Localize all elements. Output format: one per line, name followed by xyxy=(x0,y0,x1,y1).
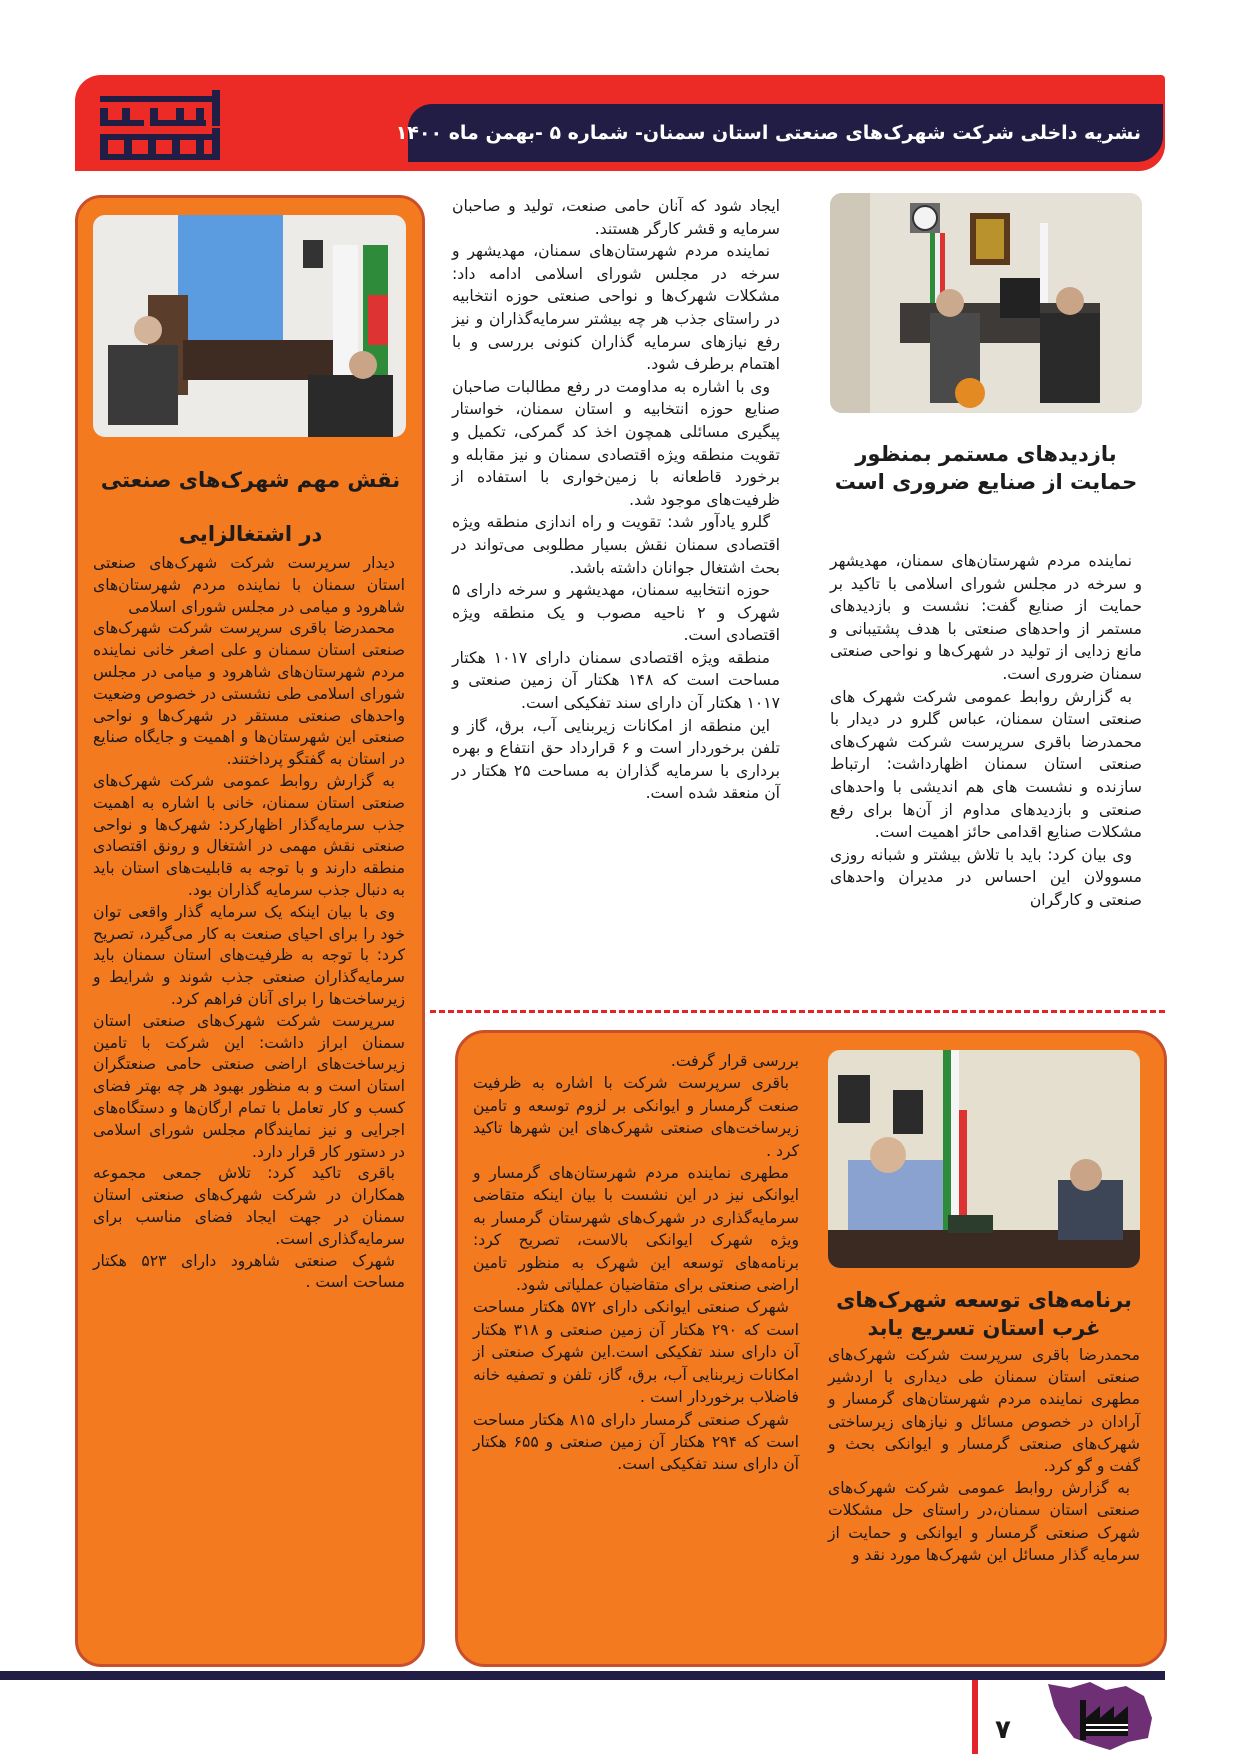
paragraph: باقری سرپرست شرکت با اشاره به ظرفیت صنعت گرمسار و ایوانکی بر لزوم توسعه و تامین زیرساخت‌های صنعتی شهرک‌های این شهرها تاکید کرد . xyxy=(473,1074,799,1160)
photo-illustration xyxy=(828,1050,1140,1268)
paragraph: شهرک صنعتی شاهرود دارای ۵۲۳ هکتار مساحت است . xyxy=(93,1251,405,1292)
paragraph: به گزارش روابط عمومی شرکت شهرک های صنعتی استان سمنان، عباس گلرو در دیدار با محمدرضا باقری سرپرست شرکت شهرک‌های صنعتی استان سمنان اظهارداشت: ارتباط سازنده و نشست های هم اندیشی با واحدهای صنعتی و بازدیدهای مداوم از آن‌ها برای رفع مشکلات صنایع اقدامی حائز اهمیت است. xyxy=(830,687,1142,842)
paragraph: محمدرضا باقری سرپرست شرکت شهرک‌های صنعتی استان سمنان و علی اصغر خانی نماینده مردم شهرستان‌های شاهرود و میامی در مجلس شورای اسلامی طی نشستی در خصوص وضعیت واحدهای صنعتی مستقر در شهرک‌ها و نواحی صنعتی این شهرستان‌ها و اهمیت و جایگاه صنایع در استان به گفتگو پرداختند. xyxy=(93,619,405,769)
paragraph: شهرک صنعتی گرمسار دارای ۸۱۵ هکتار مساحت است که ۲۹۴ هکتار آن زمین صنعتی و ۶۵۵ هکتار آن دارای سند تفکیکی است. xyxy=(473,1410,799,1474)
article-photo-meeting-shahrood xyxy=(93,215,406,437)
headline-west-parks-development xyxy=(828,1286,1140,1342)
headline-line: غرب استان تسریع یابد xyxy=(867,1316,1101,1340)
paragraph: بررسی قرار گرفت. xyxy=(670,1052,799,1070)
paragraph: این منطقه از امکانات زیربنایی آب، برق، گاز و تلفن برخوردار است و ۶ قرارداد حق انتفاع و بهره برداری با سرمایه گذاران به مساحت ۲۵ هکتار در آن منعقد شده است. xyxy=(452,716,780,803)
headline-line: برنامه‌های توسعه شهرک‌های xyxy=(836,1288,1132,1312)
paragraph: سرپرست شرکت شهرک‌های صنعتی استان سمنان ابراز داشت: این شرکت با تامین زیرساخت‌های اراضی صنعتی حامی صنعتگران استان است و به منظور بهبود هر چه بهتر فضای کسب و کار تعامل با تمام ارگان‌ها و دستگاه‌های اجرایی و نیز نمایندگام مجلس شورای اسلامی در دستور کار قرار دارد. xyxy=(93,1011,405,1161)
paragraph: دیدار سرپرست شرکت شهرک‌های صنعتی استان سمنان با نماینده مردم شهرستان‌های شاهرود و میامی در مجلس شورای اسلامی xyxy=(93,554,405,616)
paragraph: به گزارش روابط عمومی شرکت شهرک‌های صنعتی استان سمنان،در راستای حل مشکلات شهرک صنعتی گرمسار و ایوانکی و حمایت از سرمایه گذار مسائل این شهرک‌ها مورد نقد و xyxy=(828,1479,1140,1564)
newsletter-title-bar xyxy=(395,104,1163,162)
paragraph: باقری تاکید کرد: تلاش جمعی مجموعه همکاران در شرکت شهرک‌های صنعتی استان سمنان در جهت ایجاد فضای مناسب برای سرمایه‌گذاری است. xyxy=(93,1164,405,1248)
article-photo-garmsar-meeting xyxy=(828,1050,1140,1268)
article-right-body xyxy=(830,550,1142,912)
footer-bar xyxy=(0,1671,1165,1680)
article-left-body xyxy=(93,553,405,1294)
paragraph: نماینده مردم شهرستان‌های سمنان، مهدیشهر و سرخه در مجلس شورای اسلامی با تاکید بر حمایت از صنایع گفت: نشست و بازدیدهای مستمر از واحدهای صنعتی با هدف پشتیبانی و مانع زدایی از تولید در شهرک‌ها و نواحی صنعتی سمنان ضروری است. xyxy=(830,552,1142,683)
paragraph: ایجاد شود که آنان حامی صنعت، تولید و صاحبان سرمایه و قشر کارگر هستند. xyxy=(452,197,780,238)
aftab-tosee-logo xyxy=(92,88,232,166)
photo-illustration xyxy=(830,193,1142,413)
paragraph: محمدرضا باقری سرپرست شرکت شهرک‌های صنعتی استان سمنان طی دیداری با اردشیر مطهری نماینده مردم شهرستان‌های گرمسار و آرادان در خصوص مسائل و نیازهای زیرساختی شهرک‌های صنعتی گرمسار و ایوانکی بحث و گفت و گو کرد. xyxy=(828,1346,1140,1476)
article-bottom-box xyxy=(455,1030,1167,1667)
paragraph: منطقه ویژه اقتصادی سمنان دارای ۱۰۱۷ هکتار مساحت است که ۱۴۸ هکتار آن زمین صنعتی و ۱۰۱۷ هکتار آن دارای سند تفکیکی است. xyxy=(452,648,780,713)
paragraph: به گزارش روابط عمومی شرکت شهرک‌های صنعتی استان سمنان، خانی با اشاره به اهمیت جذب سرمایه‌گذار اظهارکرد: شهرک‌ها و نواحی صنعتی نقش مهمی در اشتغال و رونق اقتصادی منطقه دارند و با توجه به قابلیت‌های استان باید به دنبال جذب سرمایه گذاران بود. xyxy=(93,771,405,899)
section-divider xyxy=(430,1010,1165,1013)
paragraph: نماینده مردم شهرستان‌های سمنان، مهدیشهر و سرخه در مجلس شورای اسلامی ادامه داد: مشکلات شهرک‌ها و نواحی صنعتی حوزه انتخابیه در راستای جذب هر چه بیشتر سرمایه‌گذاران و نیز رفع نیازهای سرمایه گذاران کنونی بررسی و با اهتمام برطرف شود. xyxy=(452,242,780,374)
paragraph: وی با بیان اینکه یک سرمایه گذار واقعی توان خود را برای احیای صنعت به کار می‌گیرد، تصریح کرد: با توجه به ظرفیت‌های استان سمنان باید سرمایه‌گذاران صنعتی جذب شوند و شرایط و زیرساخت‌ها را برای آنان فراهم کرد. xyxy=(93,902,405,1008)
article-bottom-right-body xyxy=(828,1344,1140,1566)
photo-illustration xyxy=(93,215,406,437)
headline-continuous-visits: بازدیدهای مستمر بمنظور حمایت از صنایع ضروری است xyxy=(834,442,1138,494)
paragraph: مطهری نماینده مردم شهرستان‌های گرمسار و ایوانکی نیز در این نشست با بیان اینکه متقاضی سرمایه‌گذاری در شهرک‌های شهرستان گرمسار به ویژه شهرک ایوانکی بالاست، تصریح کرد: برنامه‌های توسعه این شهرک به منظور تامین اراضی صنعتی برای متقاضیان عملیاتی شود. xyxy=(473,1164,799,1295)
paragraph: حوزه انتخابیه سمنان، مهدیشهر و سرخه دارای ۵ شهرک و ۲ ناحیه مصوب و یک منطقه ویژه اقتصادی است. xyxy=(452,581,780,645)
paragraph: شهرک صنعتی ایوانکی دارای ۵۷۲ هکتار مساحت است که ۲۹۰ هکتار آن زمین صنعتی و ۳۱۸ هکتار آن دارای سند تفکیکی است.این شهرک صنعتی از امکانات زیربنایی آب، برق، گاز، تلفن و تصفیه خانه فاضلاب برخوردار است . xyxy=(473,1298,799,1407)
article-left-box xyxy=(75,195,425,1667)
paragraph: گلرو یادآور شد: تقویت و راه اندازی منطقه ویژه اقتصادی سمنان نقش بسیار مطلوبی می‌تواند در بحث اشتغال جوانان داشته باشد. xyxy=(452,513,780,577)
article-bottom-left-body xyxy=(473,1050,799,1476)
iran-map-factory-icon xyxy=(1040,1678,1160,1754)
paragraph: وی بیان کرد: باید با تلاش بیشتر و شبانه روزی مسوولان این احساس در مدیران واحدهای صنعتی و کارگران xyxy=(830,845,1142,909)
page-number: ۷ xyxy=(995,1715,1011,1745)
article-photo-office-meeting xyxy=(830,193,1142,413)
headline-line: نقش مهم شهرک‌های صنعتی xyxy=(100,468,401,492)
headline-line: در اشتغالزایی xyxy=(178,522,323,546)
headline-role-of-industrial-parks xyxy=(88,453,413,561)
newsletter-title: نشریه داخلی شرکت شهرک‌های صنعتی استان سمنان- شماره ۵ -بهمن ماه ۱۴۰۰ xyxy=(395,122,1141,144)
paragraph: وی با اشاره به مداومت در رفع مطالبات صاحبان صنایع حوزه انتخابیه و استان سمنان، خواستار پیگیری مسائلی همچون اخذ کد گمرکی، تکمیل و تقویت منطقه ویژه اقتصادی سمنان و نیز مقابله و برخورد قاطعانه با زمین‌خواری با استفاده از ظرفیت‌های موجود شد. xyxy=(452,377,780,509)
article-middle-body xyxy=(452,195,780,805)
footer-red-rule xyxy=(972,1680,978,1754)
